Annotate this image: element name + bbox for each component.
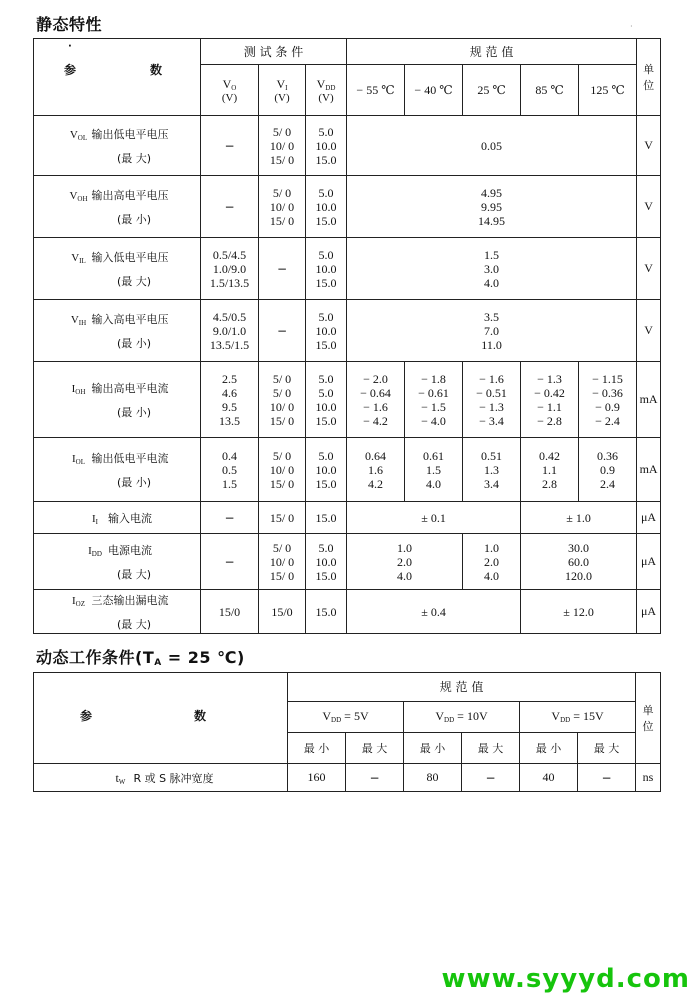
param-row — [34, 590, 661, 634]
vi-cell — [259, 238, 306, 300]
param-name: 三态输出漏电流 — [91, 593, 169, 607]
vdd-cell-value: 15.0 — [315, 476, 337, 491]
spec-temp-cell-3 — [521, 438, 579, 502]
spec-temp-cell-1-value: − 0.61 — [418, 385, 449, 400]
spec-low-temp-cell-value: 4.0 — [397, 568, 413, 583]
min-header: 最 小 — [288, 732, 346, 763]
spec-low-temp-cell-value: 1.0 — [397, 540, 413, 555]
param-qualifier: (最 大) — [116, 567, 152, 581]
vo-cell-value: 1.0/9.0 — [212, 261, 247, 276]
spec-temp-cell-2 — [463, 438, 521, 502]
spec-high-temp-cell — [521, 534, 637, 590]
param-header — [34, 39, 201, 116]
spec-high-temp-cell — [521, 502, 637, 534]
param-qualifier: (最 大) — [116, 274, 152, 288]
param-cell — [34, 502, 201, 534]
spec-temp-cell-4-value: 0.36 — [597, 448, 619, 463]
spec-temp-cell-2-value: 0.51 — [481, 448, 503, 463]
vdd-cell — [306, 362, 347, 438]
spec-temp-cell-4 — [579, 438, 637, 502]
dyn-param-header — [34, 673, 288, 764]
vi-cell-value: 15/ 0 — [269, 476, 295, 491]
param-row — [34, 176, 661, 238]
spec-temp-cell-0-value: − 2.0 — [363, 371, 388, 386]
spec-temp-cell-4-value: 0.9 — [600, 462, 616, 477]
param-symbol: $I_{OL}$ — [71, 452, 85, 466]
spec-temp-cell-4-value: − 0.36 — [592, 385, 623, 400]
vi-cell-value: 10/ 0 — [269, 138, 295, 153]
max-header: 最 大 — [578, 732, 636, 763]
param-name: 输入高电平电压 — [91, 312, 169, 326]
spec-temp-cell-3-value: 1.1 — [542, 462, 558, 477]
spec-temp-cell-1-value: 1.5 — [426, 462, 442, 477]
param-cell — [34, 300, 201, 362]
param-cell — [34, 438, 201, 502]
vi-cell-value: 10/ 0 — [269, 199, 295, 214]
spec-high-temp-cell-value: 120.0 — [565, 568, 593, 583]
spec-25c-cell-value: 1.0 — [484, 540, 500, 555]
vi-cell — [259, 300, 306, 362]
param-symbol: $I_{OH}$ — [71, 382, 86, 396]
max-header: 最 大 — [462, 732, 520, 763]
value-cell: − — [462, 764, 520, 792]
spec-temp-cell-0-value: − 0.64 — [360, 385, 391, 400]
spec-all-temps-cell — [347, 300, 637, 362]
vo-cell — [201, 534, 259, 590]
param-name: 输出高电平电压 — [91, 188, 169, 202]
vi-cell — [259, 502, 306, 534]
vdd-cell-value: 5.0 — [318, 540, 334, 555]
param-qualifier: (最 小) — [116, 336, 152, 350]
spec-temp-cell-2-value: − 1.6 — [479, 371, 504, 386]
vo-cell-value: 1.5/13.5 — [209, 275, 250, 290]
spec-temp-cell-1 — [405, 438, 463, 502]
vi-cell-value: 5/ 0 — [272, 448, 292, 463]
unit-header: 单 位 — [637, 39, 661, 116]
vi-cell-value: − — [276, 323, 288, 338]
param-row — [34, 502, 661, 534]
unit-cell: μA — [637, 534, 661, 590]
vdd-group-header-1: $V_{DD} = 10V$ — [404, 701, 520, 732]
param-symbol: $V_{OH}$ — [69, 189, 88, 203]
vo-cell — [201, 438, 259, 502]
vdd-cell-value: 15.0 — [315, 510, 337, 525]
test-conditions-header: 测 试 条 件 — [201, 39, 347, 65]
param-symbol: $t_W$ — [115, 770, 126, 786]
spec-all-temps-cell — [347, 116, 637, 176]
spec-temp-cell-0-value: 0.64 — [365, 448, 387, 463]
spec-temp-cell-0-value: − 1.6 — [363, 399, 388, 414]
param-qualifier: (最 大) — [116, 617, 152, 631]
param-cell — [34, 764, 288, 792]
max-header: 最 大 — [346, 732, 404, 763]
vdd-cell — [306, 300, 347, 362]
vi-cell — [259, 534, 306, 590]
param-symbol: $V_{IH}$ — [70, 313, 87, 327]
vo-cell-value: 0.5/4.5 — [212, 247, 247, 262]
param-name: 输出低电平电压 — [91, 127, 169, 141]
vdd-cell-value: 5.0 — [318, 371, 334, 386]
spec-all-temps-cell-value: 9.95 — [481, 199, 503, 214]
unit-cell: μA — [637, 502, 661, 534]
spec-temp-cell-3-value: 0.42 — [539, 448, 561, 463]
param-cell — [34, 534, 201, 590]
vi-cell — [259, 116, 306, 176]
spec-temp-cell-2-value: − 1.3 — [479, 399, 504, 414]
vdd-cell-value: 5.0 — [318, 385, 334, 400]
param-row — [34, 438, 661, 502]
vdd-cell-value: 10.0 — [315, 554, 337, 569]
spec-25c-cell — [463, 534, 521, 590]
param-cell — [34, 176, 201, 238]
vi-cell-value: 5/ 0 — [272, 371, 292, 386]
unit-cell: V — [637, 176, 661, 238]
spec-temp-cell-0-value: − 4.2 — [363, 413, 388, 428]
param-header-char-2: 数 — [150, 63, 163, 77]
spec-high-temp-cell-value: ± 12.0 — [563, 604, 594, 619]
site-watermark: www.syyyd.com — [441, 964, 690, 994]
spec-temp-cell-2-value: 1.3 — [484, 462, 500, 477]
vi-cell — [259, 438, 306, 502]
static-characteristics-table — [33, 38, 661, 634]
param-name: 输出低电平电流 — [91, 451, 169, 465]
vi-cell-value: 5/ 0 — [272, 385, 292, 400]
param-row — [34, 534, 661, 590]
vo-cell — [201, 238, 259, 300]
vdd-group-header-0: $V_{DD} = 5V$ — [288, 701, 404, 732]
dyn-unit-header: 单 位 — [636, 673, 661, 764]
param-symbol: $I_I$ — [91, 512, 98, 526]
param-name: 输入电流 — [108, 511, 152, 525]
spec-temp-cell-4-value: − 2.4 — [595, 413, 620, 428]
vi-cell — [259, 176, 306, 238]
vdd-cell-value: 15.0 — [315, 275, 337, 290]
vi-cell-value: − — [276, 261, 288, 276]
param-row — [34, 116, 661, 176]
vdd-cell-value: 15.0 — [315, 604, 337, 619]
spec-temp-cell-1-value: − 4.0 — [421, 413, 446, 428]
param-name: 输出高电平电流 — [91, 381, 169, 395]
value-cell: 80 — [404, 764, 462, 792]
vo-cell-value: − — [224, 138, 235, 153]
vdd-cell — [306, 534, 347, 590]
param-symbol: $I_{DD}$ — [88, 544, 102, 558]
spec-low-temp-cell — [347, 590, 521, 634]
vo-cell-value: 1.5 — [222, 476, 237, 491]
spec-all-temps-cell-value: 7.0 — [484, 323, 500, 338]
spec-high-temp-cell-value: 60.0 — [568, 554, 590, 569]
vi-cell-value: 10/ 0 — [269, 554, 295, 569]
param-symbol: $I_{OZ}$ — [71, 594, 85, 608]
spec-temp-cell-3-value: − 2.8 — [537, 413, 562, 428]
vdd-cell-value: 10.0 — [315, 462, 337, 477]
vi-cell-value: 15/ 0 — [269, 568, 295, 583]
param-qualifier: (最 小) — [116, 212, 152, 226]
vo-cell-value: 0.5 — [222, 462, 237, 477]
vdd-cell-value: 10.0 — [315, 261, 337, 276]
unit-cell: μA — [637, 590, 661, 634]
param-row — [34, 362, 661, 438]
param-cell — [34, 590, 201, 634]
temp-header-125: 125 ℃ — [579, 65, 637, 116]
spec-high-temp-cell-value: 30.0 — [568, 540, 590, 555]
vdd-cell-value: 10.0 — [315, 323, 337, 338]
spec-low-temp-cell-value: 2.0 — [397, 554, 413, 569]
dot-mark: · — [68, 41, 72, 52]
vdd-cell-value: 5.0 — [318, 309, 334, 324]
param-symbol: $V_{OL}$ — [69, 128, 88, 142]
min-header: 最 小 — [404, 732, 462, 763]
spec-temp-cell-0-value: 1.6 — [368, 462, 384, 477]
vi-cell-value: 15/ 0 — [269, 413, 295, 428]
spec-temp-cell-1-value: 0.61 — [423, 448, 445, 463]
vdd-cell-value: 10.0 — [315, 399, 337, 414]
vo-cell-value: 9.0/1.0 — [212, 323, 247, 338]
unit-cell: mA — [637, 438, 661, 502]
pulse-width-row — [34, 764, 661, 792]
vdd-cell-value: 15.0 — [315, 568, 337, 583]
dyn-header-row-1 — [34, 673, 661, 702]
vo-cell-value: 15/0 — [218, 604, 241, 619]
param-qualifier: (最 大) — [116, 151, 152, 165]
spec-all-temps-cell-value: 4.0 — [484, 275, 500, 290]
min-header: 最 小 — [520, 732, 578, 763]
temp-header-m40: − 40 ℃ — [405, 65, 463, 116]
vi-cell-value: 5/ 0 — [272, 124, 292, 139]
vdd-header: $V_{DD}$ (V) — [306, 65, 347, 116]
dynamic-conditions-table — [33, 672, 661, 792]
spec-temp-cell-4 — [579, 362, 637, 438]
vi-cell-value: 15/ 0 — [269, 213, 295, 228]
spec-25c-cell-value: 4.0 — [484, 568, 500, 583]
spec-temp-cell-4-value: 2.4 — [600, 476, 616, 491]
spec-temp-cell-1-value: − 1.5 — [421, 399, 446, 414]
vdd-cell — [306, 438, 347, 502]
spec-25c-cell-value: 2.0 — [484, 554, 500, 569]
dyn-param-char-1: 参 — [80, 709, 93, 723]
static-characteristics-title: 静态特性 — [36, 15, 103, 34]
vo-cell — [201, 176, 259, 238]
vi-cell-value: 5/ 0 — [272, 185, 292, 200]
spec-temp-cell-1-value: − 1.8 — [421, 371, 446, 386]
spec-all-temps-cell-value: 14.95 — [478, 213, 506, 228]
vdd-cell — [306, 238, 347, 300]
spec-values-header: 规 范 值 — [347, 39, 637, 65]
param-qualifier: (最 小) — [116, 475, 152, 489]
vo-cell-value: 13.5/1.5 — [209, 337, 250, 352]
param-cell — [34, 238, 201, 300]
vi-cell-value: 10/ 0 — [269, 462, 295, 477]
vo-header: $V_O$ (V) — [201, 65, 259, 116]
spec-low-temp-cell — [347, 502, 521, 534]
vo-cell — [201, 590, 259, 634]
vo-cell-value: − — [224, 199, 235, 214]
spec-temp-cell-0-value: 4.2 — [368, 476, 384, 491]
vdd-cell-value: 15.0 — [315, 213, 337, 228]
vo-cell-value: 13.5 — [219, 413, 240, 428]
spec-all-temps-cell-value: 4.95 — [481, 185, 503, 200]
vdd-cell-value: 15.0 — [315, 413, 337, 428]
vo-cell-value: − — [224, 510, 235, 525]
vi-cell-value: 5/ 0 — [272, 540, 292, 555]
vi-cell — [259, 362, 306, 438]
vdd-cell — [306, 502, 347, 534]
vo-cell-value: 9.5 — [222, 399, 237, 414]
spec-temp-cell-2 — [463, 362, 521, 438]
unit-cell: V — [637, 116, 661, 176]
vdd-cell-value: 5.0 — [318, 448, 334, 463]
vo-cell-value: 4.6 — [222, 385, 237, 400]
vo-cell — [201, 300, 259, 362]
spec-temp-cell-3-value: − 0.42 — [534, 385, 565, 400]
dyn-param-char-2: 数 — [194, 709, 207, 723]
vdd-cell-value: 10.0 — [315, 199, 337, 214]
spec-temp-cell-1-value: 4.0 — [426, 476, 442, 491]
vo-cell-value: 0.4 — [222, 448, 237, 463]
param-row — [34, 238, 661, 300]
temp-header-m55: − 55 ℃ — [347, 65, 405, 116]
vo-cell — [201, 362, 259, 438]
param-cell — [34, 362, 201, 438]
vo-cell-value: 2.5 — [222, 371, 237, 386]
vo-cell — [201, 116, 259, 176]
param-cell — [34, 116, 201, 176]
temp-header-85: 85 ℃ — [521, 65, 579, 116]
vo-cell-value: 4.5/0.5 — [212, 309, 247, 324]
spec-all-temps-cell — [347, 176, 637, 238]
spec-all-temps-cell-value: 0.05 — [481, 138, 503, 153]
vo-cell — [201, 502, 259, 534]
param-qualifier: (最 小) — [116, 405, 152, 419]
spec-all-temps-cell-value: 11.0 — [481, 337, 502, 352]
value-cell: − — [346, 764, 404, 792]
vi-cell-value: 15/0 — [271, 604, 293, 619]
vi-cell-value: 10/ 0 — [269, 399, 295, 414]
vdd-cell — [306, 590, 347, 634]
spec-all-temps-cell — [347, 238, 637, 300]
value-cell: 160 — [288, 764, 346, 792]
spec-temp-cell-3-value: 2.8 — [542, 476, 558, 491]
param-name: 电源电流 — [108, 543, 152, 557]
vdd-cell-value: 5.0 — [318, 124, 334, 139]
vdd-cell-value: 15.0 — [315, 337, 337, 352]
spec-temp-cell-1 — [405, 362, 463, 438]
spec-all-temps-cell-value: 1.5 — [484, 247, 500, 262]
spec-temp-cell-0 — [347, 362, 405, 438]
param-row — [34, 300, 661, 362]
spec-temp-cell-4-value: − 0.9 — [595, 399, 620, 414]
vdd-group-header-2: $V_{DD} = 15V$ — [520, 701, 636, 732]
header-row-1 — [34, 39, 661, 65]
spec-low-temp-cell-value: ± 0.4 — [421, 604, 446, 619]
spec-high-temp-cell-value: ± 1.0 — [566, 510, 591, 525]
unit-cell: mA — [637, 362, 661, 438]
spec-temp-cell-3-value: − 1.3 — [537, 371, 562, 386]
vdd-cell-value: 10.0 — [315, 138, 337, 153]
param-header-char-1: 参 — [64, 63, 77, 77]
param-name: 输入低电平电压 — [91, 250, 169, 264]
vdd-cell-value: 5.0 — [318, 185, 334, 200]
spec-high-temp-cell — [521, 590, 637, 634]
param-name: R 或 S 脉冲宽度 — [133, 771, 214, 785]
value-cell: 40 — [520, 764, 578, 792]
dynamic-conditions-title: 动态工作条件($T_A = 25$ ℃) — [36, 648, 245, 668]
value-cell: − — [578, 764, 636, 792]
vi-header: $V_I$ (V) — [259, 65, 306, 116]
vdd-cell — [306, 176, 347, 238]
spec-all-temps-cell-value: 3.0 — [484, 261, 500, 276]
unit-cell: V — [637, 238, 661, 300]
vi-cell-value: 15/ 0 — [269, 152, 295, 167]
vdd-cell-value: 15.0 — [315, 152, 337, 167]
vdd-cell-value: 5.0 — [318, 247, 334, 262]
spec-low-temp-cell-value: ± 0.1 — [421, 510, 446, 525]
spec-temp-cell-3-value: − 1.1 — [537, 399, 562, 414]
param-symbol: $V_{IL}$ — [71, 251, 86, 265]
spec-temp-cell-2-value: 3.4 — [484, 476, 500, 491]
unit-cell: ns — [636, 764, 661, 792]
spec-temp-cell-4-value: − 1.15 — [592, 371, 623, 386]
vo-cell-value: − — [224, 554, 235, 569]
temp-header-25: 25 ℃ — [463, 65, 521, 116]
spec-temp-cell-0 — [347, 438, 405, 502]
spec-temp-cell-2-value: − 0.51 — [476, 385, 507, 400]
vi-cell — [259, 590, 306, 634]
corner-mark: · — [630, 22, 633, 31]
dyn-spec-header: 规 范 值 — [288, 673, 636, 702]
vi-cell-value: 15/ 0 — [269, 510, 295, 525]
unit-cell: V — [637, 300, 661, 362]
spec-all-temps-cell-value: 3.5 — [484, 309, 500, 324]
spec-temp-cell-3 — [521, 362, 579, 438]
spec-temp-cell-2-value: − 3.4 — [479, 413, 504, 428]
spec-low-temp-cell — [347, 534, 463, 590]
vdd-cell — [306, 116, 347, 176]
